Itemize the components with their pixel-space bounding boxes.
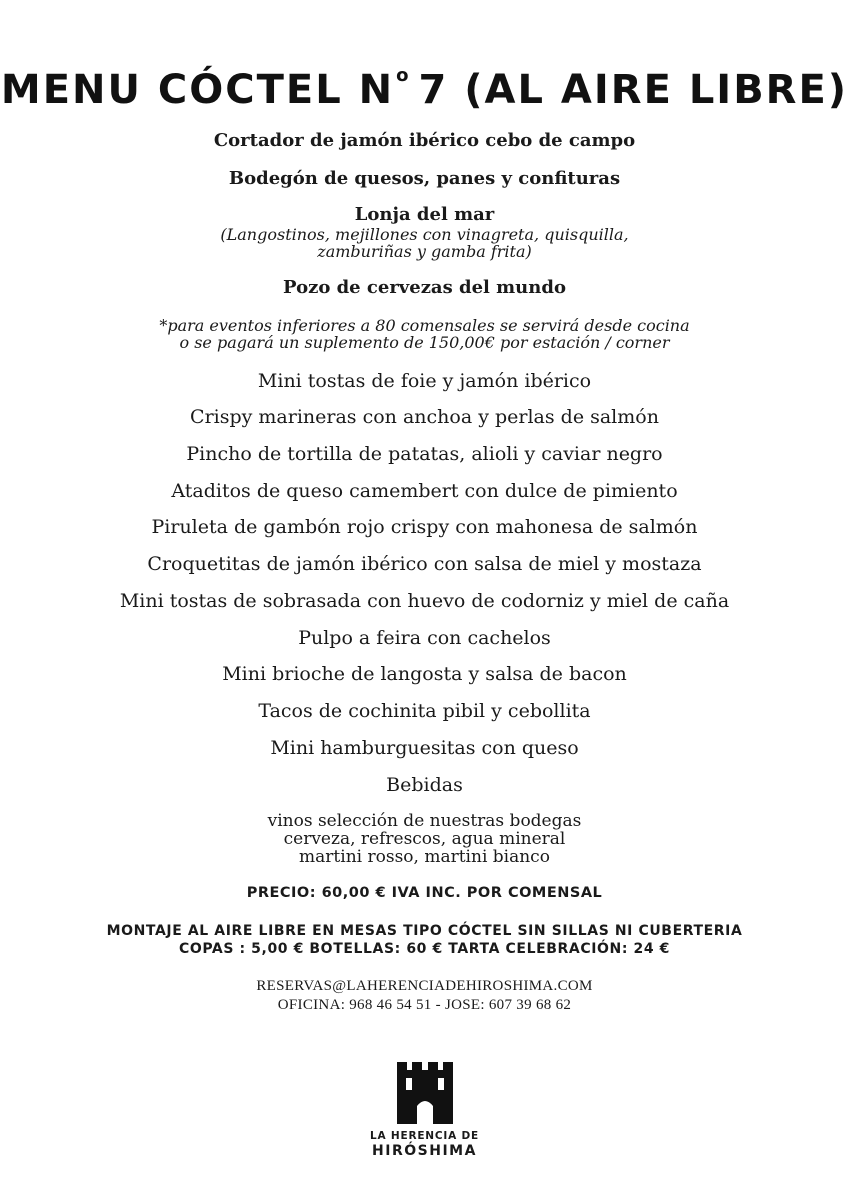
station-jamon: Cortador de jamón ibérico cebo de campo: [213, 130, 636, 151]
price-line: PRECIO: 60,00 € IVA INC. POR COMENSAL: [246, 885, 603, 901]
drinks-heading: Bebidas: [386, 774, 463, 796]
dish-item: Mini hamburguesitas con queso: [270, 737, 579, 759]
dish-item: Piruleta de gambón rojo crispy con mahonesa de salmón: [151, 516, 698, 538]
logo-text-line-1: LA HERENCIA DE: [370, 1130, 479, 1142]
dish-item: Mini brioche de langosta y salsa de bacon: [222, 663, 627, 685]
dish-item: Pulpo a feira con cachelos: [298, 627, 551, 649]
brand-logo: [0, 1062, 849, 1160]
dish-item: Tacos de cochinita pibil y cebollita: [258, 700, 591, 722]
castle-tower-icon: [397, 1062, 453, 1124]
dish-item: Croquetitas de jamón ibérico con salsa de miel y mostaza: [147, 553, 702, 575]
dish-item: Ataditos de queso camembert con dulce de pimiento: [171, 480, 678, 502]
station-note-line-1: *para eventos inferiores a 80 comensales se servirá desde cocina: [159, 316, 690, 335]
logo-text-line-2: HIRÓSHIMA: [372, 1143, 477, 1159]
station-lonja-name: Lonja del mar: [354, 204, 495, 225]
dish-item: Mini tostas de sobrasada con huevo de codorniz y miel de caña: [119, 590, 730, 612]
drinks-line: martini rosso, martini bianco: [299, 847, 550, 867]
station-lonja-detail-2: zamburiñas y gamba frita): [317, 242, 532, 261]
title-rest: 7 (AL AIRE LIBRE): [418, 67, 849, 113]
contact-email: RESERVAS@LAHERENCIADEHIROSHIMA.COM: [256, 978, 593, 994]
contact-phones: OFICINA: 968 46 54 51 - JOSE: 607 39 68 62: [277, 997, 572, 1013]
station-lonja: [0, 204, 849, 260]
station-cervezas: Pozo de cervezas del mundo: [283, 277, 566, 298]
title-main: MENU CÓCTEL N: [0, 67, 395, 113]
dish-item: Crispy marineras con anchoa y perlas de salmón: [190, 406, 659, 428]
station-quesos: Bodegón de quesos, panes y confituras: [228, 168, 621, 189]
drinks-list: [0, 812, 849, 866]
setup-line-1: MONTAJE AL AIRE LIBRE EN MESAS TIPO CÓCTEL SIN SILLAS NI CUBERTERIA: [106, 923, 743, 939]
station-note: [0, 317, 849, 351]
setup-line-2: COPAS : 5,00 € BOTELLAS: 60 € TARTA CELEBRACIÓN: 24 €: [178, 941, 671, 957]
page-title: [0, 52, 849, 114]
contact-info: [0, 977, 849, 1015]
title-superscript: o: [396, 65, 411, 86]
setup-info: [0, 922, 849, 958]
station-lonja-detail-1: (Langostinos, mejillones con vinagreta, quisquilla,: [220, 225, 629, 244]
dish-item: Pincho de tortilla de patatas, alioli y caviar negro: [186, 443, 663, 465]
drinks-line: vinos selección de nuestras bodegas: [267, 811, 582, 831]
drinks-line: cerveza, refrescos, agua mineral: [283, 829, 566, 849]
dish-item: Mini tostas de foie y jamón ibérico: [257, 370, 592, 392]
station-note-line-2: o se pagará un suplemento de 150,00€ por estación / corner: [179, 333, 670, 352]
